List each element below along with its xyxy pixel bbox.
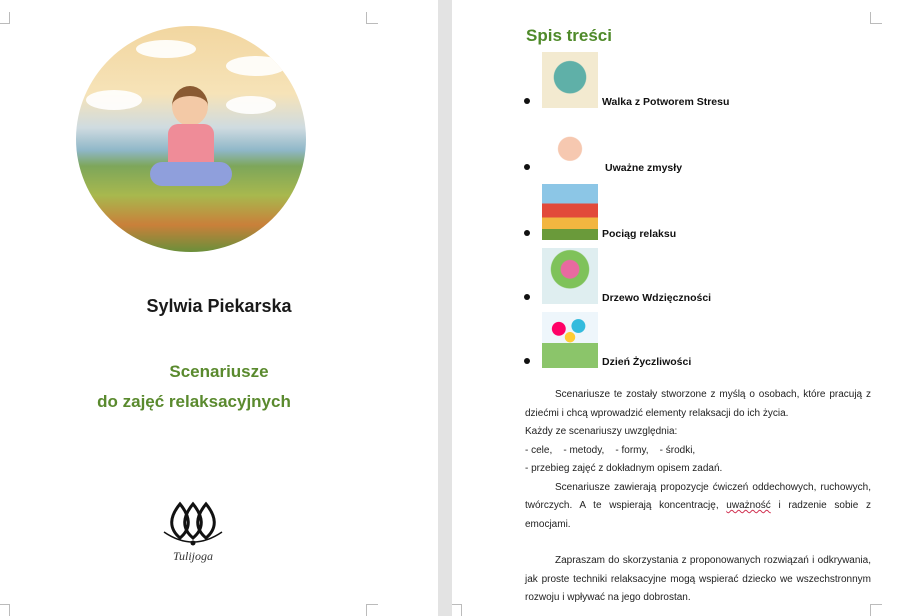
page-corner-mark <box>366 12 378 24</box>
paragraph <box>525 479 871 535</box>
bullet-icon <box>524 358 530 364</box>
train-thumbnail <box>542 184 598 240</box>
bullet-icon <box>524 230 530 236</box>
page-corner-mark <box>870 604 882 616</box>
page-corner-mark <box>452 604 462 616</box>
monster-thumbnail <box>542 52 598 108</box>
senses-thumbnail <box>542 118 598 174</box>
contents-page <box>452 0 900 616</box>
toc-item-label: Drzewo Wdzięczności <box>602 292 712 304</box>
paragraph: Scenariusze te zostały stworzone z myślą o osobach, które pracują z dziećmi i chcą wprowadzić elementy relaksacji do ich życia. <box>525 389 871 419</box>
page-corner-mark <box>0 12 10 24</box>
toc-item-label: Walka z Potworem Stresu <box>602 96 730 108</box>
bullet-icon <box>524 294 530 300</box>
bullet-icon <box>524 164 530 170</box>
book-subtitle-line1: Scenariusze <box>169 362 269 381</box>
list-line: - cele, - metody, - formy, - środki, <box>525 444 696 456</box>
page-corner-mark <box>870 12 882 24</box>
intro-text <box>525 386 871 608</box>
toc-item[interactable] <box>524 312 691 368</box>
paragraph: Zapraszam do skorzystania z proponowanych rozwiązań i odkrywania, jak proste techniki relaksacyjne mogą wspierać dziecko we wszechstronnym rozwoju i wpływać na jego dobrostan. <box>525 555 871 603</box>
toc-item-label: Dzień Życzliwości <box>602 356 692 368</box>
toc-item[interactable] <box>524 52 729 108</box>
text-span: Scenariusze zawierają propozycje ćwiczeń oddechowych, ruchowych, twórczych. A te wspierają koncentrację, <box>525 481 871 511</box>
cover-illustration <box>76 26 306 252</box>
tree-thumbnail <box>542 248 598 304</box>
spellcheck-word[interactable]: uważność <box>726 500 771 511</box>
toc-item[interactable] <box>524 248 711 304</box>
toc-title: Spis treści <box>526 26 612 45</box>
text-span: i radzenie sobie z emocjami. <box>525 500 871 530</box>
toc-item[interactable] <box>524 118 682 174</box>
balloons-thumbnail <box>542 312 598 368</box>
bullet-icon <box>524 98 530 104</box>
toc-item[interactable] <box>524 184 676 240</box>
book-subtitle-line2: do zajęć relaksacyjnych <box>97 392 291 411</box>
lotus-logo-icon <box>160 498 226 548</box>
toc-item-label: Uważne zmysły <box>605 162 683 174</box>
logo-text: Tulijoga <box>172 549 213 563</box>
page-corner-mark <box>0 604 10 616</box>
list-line: - przebieg zajęć z dokładnym opisem zadań. <box>525 463 723 474</box>
toc-item-label: Pociąg relaksu <box>602 228 677 240</box>
page-corner-mark <box>366 604 378 616</box>
author-name: Sylwia Piekarska <box>146 296 292 316</box>
paragraph: Każdy ze scenariuszy uwzględnia: <box>525 426 678 437</box>
cover-page <box>0 0 438 616</box>
